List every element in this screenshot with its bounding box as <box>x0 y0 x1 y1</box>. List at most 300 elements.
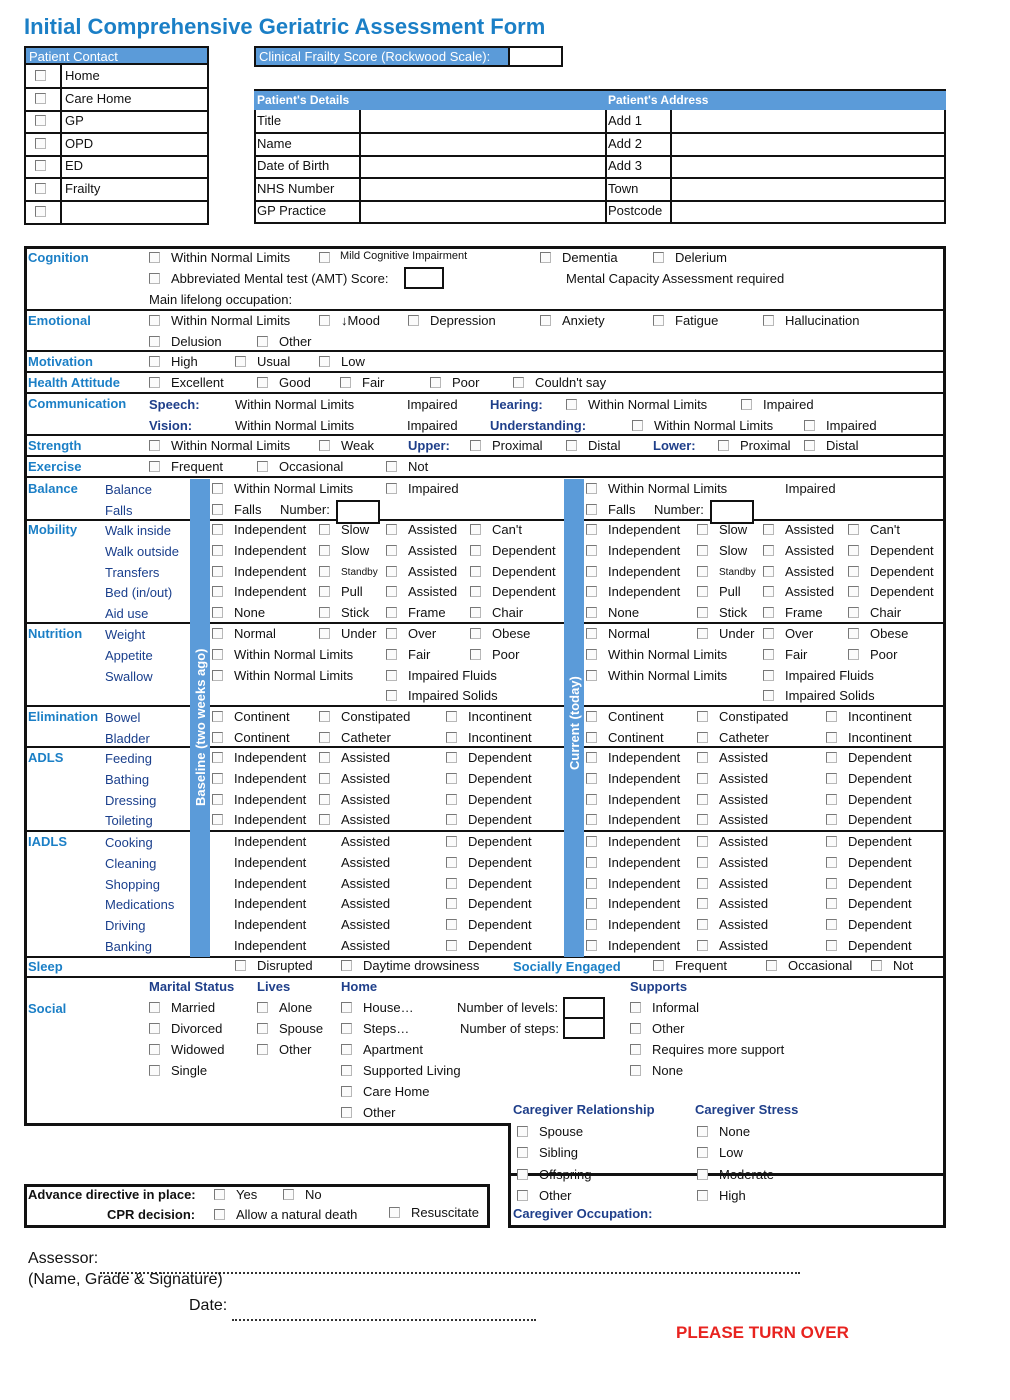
motivation-option-checkbox[interactable] <box>149 356 160 367</box>
patient-address-header: Patient's Address <box>605 89 946 110</box>
address-field-input[interactable] <box>673 178 943 199</box>
current-mobility-option-label: Dependent <box>870 563 934 579</box>
strength-weak-checkbox[interactable] <box>319 440 330 451</box>
motivation-option-label: High <box>171 354 198 369</box>
baseline-adls-option-label: Assisted <box>341 812 391 828</box>
caregiver-relationship-option-checkbox[interactable] <box>517 1147 528 1158</box>
current-mobility-option-checkbox[interactable] <box>763 545 774 556</box>
emotional-option-checkbox[interactable] <box>149 315 160 326</box>
number-of-levels-label: Number of levels: <box>457 1000 559 1015</box>
baseline-mobility-option-checkbox[interactable] <box>319 545 330 556</box>
caregiver-stress-option-checkbox[interactable] <box>697 1169 708 1180</box>
home-option-label: Apartment <box>363 1042 423 1057</box>
current-elimination-option-checkbox[interactable] <box>826 711 837 722</box>
baseline-mobility-option-checkbox[interactable] <box>386 524 397 535</box>
baseline-adls-option-checkbox[interactable] <box>319 814 330 825</box>
caregiver-relationship-option-checkbox[interactable] <box>517 1190 528 1201</box>
emotional-option-label: Hallucination <box>785 313 860 328</box>
baseline-nutrition-option-checkbox[interactable] <box>386 670 397 681</box>
current-iadls-option-checkbox[interactable] <box>826 919 837 930</box>
baseline-nutrition-option-checkbox[interactable] <box>470 649 481 660</box>
baseline-adls-option-checkbox[interactable] <box>319 752 330 763</box>
current-elimination-option-label: Continent <box>608 709 664 724</box>
cognition-wnl-checkbox[interactable] <box>149 252 160 263</box>
current-balance-impaired-label: Impaired <box>785 481 836 496</box>
marital-status-option-checkbox[interactable] <box>149 1044 160 1055</box>
current-iadls-option-checkbox[interactable] <box>697 878 708 889</box>
mobility-row-label: Bed (in/out) <box>105 585 173 601</box>
exercise-option-checkbox[interactable] <box>257 461 268 472</box>
current-iadls-option-checkbox[interactable] <box>586 836 597 847</box>
current-iadls-option-label: Assisted <box>719 854 769 870</box>
motivation-option-checkbox[interactable] <box>319 356 330 367</box>
balance-label: Balance <box>28 481 78 496</box>
contact-checkbox[interactable] <box>35 70 46 81</box>
health-attitude-option-checkbox[interactable] <box>257 377 268 388</box>
current-iadls-option-checkbox[interactable] <box>586 919 597 930</box>
address-field-input[interactable] <box>673 110 943 131</box>
current-adls-option-label: Assisted <box>719 812 769 828</box>
lives-option-checkbox[interactable] <box>257 1002 268 1013</box>
baseline-mobility-option-checkbox[interactable] <box>319 586 330 597</box>
baseline-adls-option-checkbox[interactable] <box>319 773 330 784</box>
baseline-mobility-option-checkbox[interactable] <box>212 524 223 535</box>
date-line[interactable] <box>232 1319 536 1321</box>
emotional-option-checkbox[interactable] <box>257 336 268 347</box>
section-divider <box>24 622 190 624</box>
current-iadls-option-checkbox[interactable] <box>697 919 708 930</box>
baseline-elimination-option-checkbox[interactable] <box>319 732 330 743</box>
lives-header: Lives <box>257 979 291 994</box>
current-iadls-option-checkbox[interactable] <box>586 940 597 951</box>
current-mobility-option-checkbox[interactable] <box>848 586 859 597</box>
elimination-row-label: Bladder <box>105 730 150 746</box>
current-mobility-option-checkbox[interactable] <box>848 607 859 618</box>
current-iadls-option-label: Dependent <box>848 896 912 912</box>
current-nutrition-option-label: Poor <box>870 646 898 662</box>
details-field-input[interactable] <box>362 200 605 221</box>
baseline-adls-option-checkbox[interactable] <box>212 814 223 825</box>
current-mobility-option-checkbox[interactable] <box>586 566 597 577</box>
page-title: Initial Comprehensive Geriatric Assessment Form <box>24 14 546 39</box>
caregiver-stress-option-checkbox[interactable] <box>697 1126 708 1137</box>
baseline-mobility-option-checkbox[interactable] <box>386 566 397 577</box>
baseline-mobility-option-label: Independent <box>234 563 307 579</box>
current-mobility-option-checkbox[interactable] <box>586 586 597 597</box>
current-adls-option-checkbox[interactable] <box>697 814 708 825</box>
exercise-option-checkbox[interactable] <box>149 461 160 472</box>
current-mobility-option-label: Independent <box>608 584 681 600</box>
current-iadls-option-checkbox[interactable] <box>586 878 597 889</box>
baseline-adls-option-checkbox[interactable] <box>446 814 457 825</box>
contact-row <box>24 65 209 89</box>
health-attitude-option-checkbox[interactable] <box>513 377 524 388</box>
baseline-mobility-option-checkbox[interactable] <box>386 607 397 618</box>
baseline-adls-option-checkbox[interactable] <box>446 773 457 784</box>
current-nutrition-option-checkbox[interactable] <box>848 628 859 639</box>
contact-checkbox[interactable] <box>35 93 46 104</box>
baseline-mobility-option-checkbox[interactable] <box>470 566 481 577</box>
baseline-mobility-option-label: Assisted <box>408 584 458 600</box>
current-nutrition-option-label: Impaired Fluids <box>785 667 874 683</box>
adls-row-label: Dressing <box>105 792 157 808</box>
current-mobility-option-checkbox[interactable] <box>697 545 708 556</box>
current-mobility-option-label: Independent <box>608 522 681 537</box>
emotional-label: Emotional <box>28 313 91 328</box>
hearing-impaired-label: Impaired <box>763 397 814 412</box>
current-iadls-option-checkbox[interactable] <box>697 940 708 951</box>
current-balance-wnl-checkbox[interactable] <box>586 483 597 494</box>
amt-label: Abbreviated Mental test (AMT) Score: <box>171 271 389 286</box>
current-mobility-option-checkbox[interactable] <box>848 545 859 556</box>
baseline-nutrition-option-checkbox[interactable] <box>386 649 397 660</box>
baseline-mobility-option-checkbox[interactable] <box>470 586 481 597</box>
current-adls-option-label: Independent <box>608 812 681 828</box>
cpr-resuscitate-checkbox[interactable] <box>389 1207 400 1218</box>
current-mobility-option-checkbox[interactable] <box>697 586 708 597</box>
current-iadls-option-checkbox[interactable] <box>826 878 837 889</box>
hearing-wnl-label: Within Normal Limits <box>588 397 708 412</box>
health-attitude-label: Health Attitude <box>28 375 120 390</box>
baseline-falls-checkbox[interactable] <box>212 504 223 515</box>
lives-option-checkbox[interactable] <box>257 1023 268 1034</box>
baseline-mobility-option-checkbox[interactable] <box>212 586 223 597</box>
caregiver-stress-option-checkbox[interactable] <box>697 1147 708 1158</box>
baseline-iadls-option-checkbox[interactable] <box>446 919 457 930</box>
baseline-nutrition-option-checkbox[interactable] <box>212 670 223 681</box>
current-adls-option-checkbox[interactable] <box>586 773 597 784</box>
current-adls-option-checkbox[interactable] <box>826 773 837 784</box>
baseline-iadls-option-checkbox[interactable] <box>446 898 457 909</box>
current-nutrition-option-checkbox[interactable] <box>763 628 774 639</box>
baseline-iadls-option-checkbox[interactable] <box>446 878 457 889</box>
current-iadls-option-checkbox[interactable] <box>826 836 837 847</box>
current-elimination-option-label: Constipated <box>719 709 789 724</box>
baseline-standby-label: Standby <box>341 566 378 578</box>
current-iadls-option-checkbox[interactable] <box>586 857 597 868</box>
baseline-elimination-option-checkbox[interactable] <box>446 732 457 743</box>
health-attitude-option-checkbox[interactable] <box>340 377 351 388</box>
baseline-nutrition-option-checkbox[interactable] <box>386 690 397 701</box>
current-adls-option-checkbox[interactable] <box>826 752 837 763</box>
baseline-nutrition-option-checkbox[interactable] <box>470 628 481 639</box>
marital-status-option-checkbox[interactable] <box>149 1023 160 1034</box>
iadls-row-label: Driving <box>105 918 146 934</box>
baseline-mobility-option-label: Assisted <box>408 542 458 558</box>
socially-engaged-option-checkbox[interactable] <box>653 960 664 971</box>
emotional-option-label: ↓Mood <box>341 313 381 328</box>
strength-label: Strength <box>28 438 82 453</box>
lower-distal-checkbox[interactable] <box>804 440 815 451</box>
baseline-mobility-option-checkbox[interactable] <box>470 545 481 556</box>
current-mobility-option-checkbox[interactable] <box>586 607 597 618</box>
details-field-input[interactable] <box>362 178 605 199</box>
details-field-input[interactable] <box>362 110 605 131</box>
sleep-daytime-drowsiness-checkbox[interactable] <box>341 960 352 971</box>
details-field-label: NHS Number <box>257 180 335 196</box>
current-mobility-option-checkbox[interactable] <box>763 607 774 618</box>
baseline-mobility-option-checkbox[interactable] <box>212 607 223 618</box>
cognition-delerium-checkbox[interactable] <box>653 252 664 263</box>
baseline-adls-option-checkbox[interactable] <box>212 794 223 805</box>
baseline-nutrition-option-checkbox[interactable] <box>212 649 223 660</box>
sleep-disrupted-checkbox[interactable] <box>235 960 246 971</box>
baseline-nutrition-option-checkbox[interactable] <box>386 628 397 639</box>
current-iadls-option-checkbox[interactable] <box>697 836 708 847</box>
current-mobility-option-checkbox[interactable] <box>697 524 708 535</box>
current-mobility-option-label: Dependent <box>870 584 934 600</box>
current-mobility-option-checkbox[interactable] <box>763 566 774 577</box>
current-adls-option-checkbox[interactable] <box>697 794 708 805</box>
caregiver-relationship-option-label: Other <box>539 1187 572 1203</box>
baseline-nutrition-option-label: Within Normal Limits <box>234 667 354 683</box>
current-nutrition-option-checkbox[interactable] <box>763 670 774 681</box>
contact-checkbox[interactable] <box>35 138 46 149</box>
address-field-input[interactable] <box>673 133 943 154</box>
address-field-label: Postcode <box>608 203 663 219</box>
understanding-impaired-checkbox[interactable] <box>804 420 815 431</box>
current-adls-option-checkbox[interactable] <box>586 794 597 805</box>
supports-option-checkbox[interactable] <box>630 1044 641 1055</box>
current-elimination-option-checkbox[interactable] <box>697 732 708 743</box>
baseline-balance-wnl-checkbox[interactable] <box>212 483 223 494</box>
baseline-iadls-option-checkbox[interactable] <box>446 836 457 847</box>
emotional-option-label: Fatigue <box>675 313 719 328</box>
upper-distal-checkbox[interactable] <box>566 440 577 451</box>
current-iadls-option-label: Independent <box>608 854 681 870</box>
emotional-option-checkbox[interactable] <box>408 315 419 326</box>
current-iadls-option-checkbox[interactable] <box>826 898 837 909</box>
baseline-adls-option-checkbox[interactable] <box>319 794 330 805</box>
baseline-iadls-option-label: Assisted <box>341 896 391 912</box>
cognition-delerium-label: Delerium <box>675 250 728 265</box>
baseline-adls-option-checkbox[interactable] <box>212 773 223 784</box>
understanding-wnl-checkbox[interactable] <box>632 420 643 431</box>
current-iadls-option-checkbox[interactable] <box>697 898 708 909</box>
details-field-input[interactable] <box>362 155 605 176</box>
baseline-nutrition-option-checkbox[interactable] <box>319 628 330 639</box>
current-iadls-option-checkbox[interactable] <box>586 898 597 909</box>
emotional-option-checkbox[interactable] <box>763 315 774 326</box>
details-field-label: Title <box>257 113 282 128</box>
baseline-standby-checkbox[interactable] <box>319 566 330 577</box>
upper-proximal-checkbox[interactable] <box>470 440 481 451</box>
current-nutrition-option-checkbox[interactable] <box>586 670 597 681</box>
details-field-label: Date of Birth <box>257 158 330 174</box>
current-adls-option-checkbox[interactable] <box>586 752 597 763</box>
marital-status-option-checkbox[interactable] <box>149 1065 160 1076</box>
caregiver-stress-option-label: None <box>719 1124 751 1139</box>
current-mobility-option-label: Independent <box>608 563 681 579</box>
hearing-impaired-checkbox[interactable] <box>741 399 752 410</box>
current-adls-option-checkbox[interactable] <box>826 794 837 805</box>
number-of-levels-input[interactable] <box>563 997 605 1019</box>
baseline-elimination-option-checkbox[interactable] <box>212 711 223 722</box>
current-mobility-option-checkbox[interactable] <box>763 524 774 535</box>
baseline-elimination-option-checkbox[interactable] <box>319 711 330 722</box>
understanding-label: Understanding: <box>490 418 587 433</box>
current-adls-option-label: Assisted <box>719 750 769 765</box>
current-elimination-option-checkbox[interactable] <box>586 732 597 743</box>
home-option-checkbox[interactable] <box>341 1065 352 1076</box>
current-elimination-option-checkbox[interactable] <box>826 732 837 743</box>
current-mobility-option-label: Slow <box>719 542 748 558</box>
current-nutrition-option-checkbox[interactable] <box>697 628 708 639</box>
socially-engaged-option-checkbox[interactable] <box>766 960 777 971</box>
current-falls-label: Falls <box>608 501 636 517</box>
baseline-mobility-option-checkbox[interactable] <box>386 586 397 597</box>
supports-option-checkbox[interactable] <box>630 1002 641 1013</box>
current-adls-option-checkbox[interactable] <box>697 773 708 784</box>
assessor-subtitle: (Name, Grade & Signature) <box>28 1271 223 1288</box>
current-elimination-option-checkbox[interactable] <box>697 711 708 722</box>
mental-capacity-label: Mental Capacity Assessment required <box>566 271 785 286</box>
baseline-nutrition-option-checkbox[interactable] <box>212 628 223 639</box>
emotional-option-checkbox[interactable] <box>540 315 551 326</box>
number-of-steps-input[interactable] <box>563 1017 605 1039</box>
home-option-checkbox[interactable] <box>341 1107 352 1118</box>
baseline-elimination-option-checkbox[interactable] <box>212 732 223 743</box>
home-option-checkbox[interactable] <box>341 1023 352 1034</box>
baseline-iadls-option-checkbox[interactable] <box>446 857 457 868</box>
baseline-mobility-option-label: Independent <box>234 522 307 537</box>
details-field-input[interactable] <box>362 133 605 154</box>
strength-wnl-checkbox[interactable] <box>149 440 160 451</box>
advance-directive-yes-checkbox[interactable] <box>214 1189 225 1200</box>
section-divider <box>24 371 946 373</box>
occupation-label: Main lifelong occupation: <box>149 292 293 307</box>
current-mobility-option-checkbox[interactable] <box>763 586 774 597</box>
current-iadls-option-checkbox[interactable] <box>697 857 708 868</box>
current-elimination-option-checkbox[interactable] <box>586 711 597 722</box>
baseline-adls-option-checkbox[interactable] <box>446 752 457 763</box>
home-option-checkbox[interactable] <box>341 1002 352 1013</box>
motivation-option-checkbox[interactable] <box>235 356 246 367</box>
current-adls-option-checkbox[interactable] <box>586 814 597 825</box>
current-falls-checkbox[interactable] <box>586 504 597 515</box>
health-attitude-option-checkbox[interactable] <box>430 377 441 388</box>
contact-row <box>24 133 209 157</box>
advance-directive-no-checkbox[interactable] <box>283 1189 294 1200</box>
contact-row <box>24 110 209 134</box>
caregiver-relationship-option-checkbox[interactable] <box>517 1169 528 1180</box>
current-nutrition-option-checkbox[interactable] <box>763 690 774 701</box>
current-mobility-option-checkbox[interactable] <box>697 607 708 618</box>
caregiver-relationship-option-checkbox[interactable] <box>517 1126 528 1137</box>
health-attitude-option-checkbox[interactable] <box>149 377 160 388</box>
current-nutrition-option-checkbox[interactable] <box>586 628 597 639</box>
current-adls-option-checkbox[interactable] <box>697 752 708 763</box>
home-option-checkbox[interactable] <box>341 1044 352 1055</box>
baseline-mobility-option-label: Slow <box>341 542 370 558</box>
socially-engaged-option-checkbox[interactable] <box>871 960 882 971</box>
emotional-option-checkbox[interactable] <box>653 315 664 326</box>
baseline-iadls-option-label: Independent <box>234 854 307 870</box>
current-nutrition-option-checkbox[interactable] <box>763 649 774 660</box>
home-option-label: Supported Living <box>363 1063 461 1078</box>
contact-checkbox[interactable] <box>35 115 46 126</box>
supports-option-checkbox[interactable] <box>630 1023 641 1034</box>
cpr-allow-natural-death-checkbox[interactable] <box>214 1209 225 1220</box>
baseline-mobility-option-checkbox[interactable] <box>470 607 481 618</box>
current-iadls-option-label: Assisted <box>719 834 769 849</box>
address-field-input[interactable] <box>673 155 943 176</box>
hearing-wnl-checkbox[interactable] <box>566 399 577 410</box>
baseline-balance-impaired-checkbox[interactable] <box>386 483 397 494</box>
current-adls-option-checkbox[interactable] <box>826 814 837 825</box>
current-iadls-option-label: Dependent <box>848 854 912 870</box>
current-mobility-option-checkbox[interactable] <box>586 524 597 535</box>
patient-details-header: Patient's Details <box>254 89 607 110</box>
baseline-adls-option-label: Assisted <box>341 770 391 786</box>
current-nutrition-option-checkbox[interactable] <box>848 649 859 660</box>
current-nutrition-option-checkbox[interactable] <box>586 649 597 660</box>
emotional-option-checkbox[interactable] <box>149 336 160 347</box>
supports-option-checkbox[interactable] <box>630 1065 641 1076</box>
current-mobility-option-checkbox[interactable] <box>848 566 859 577</box>
baseline-mobility-option-checkbox[interactable] <box>386 545 397 556</box>
baseline-iadls-option-label: Assisted <box>341 917 391 933</box>
current-standby-checkbox[interactable] <box>697 566 708 577</box>
section-divider <box>210 705 564 707</box>
home-option-checkbox[interactable] <box>341 1086 352 1097</box>
baseline-adls-option-checkbox[interactable] <box>212 752 223 763</box>
lower-proximal-checkbox[interactable] <box>718 440 729 451</box>
baseline-adls-option-checkbox[interactable] <box>446 794 457 805</box>
address-field-label: Add 2 <box>608 135 642 151</box>
exercise-option-label: Frequent <box>171 459 224 474</box>
marital-status-option-checkbox[interactable] <box>149 1002 160 1013</box>
cognition-mci-checkbox[interactable] <box>319 252 330 263</box>
cognition-dementia-checkbox[interactable] <box>540 252 551 263</box>
baseline-mobility-option-checkbox[interactable] <box>319 524 330 535</box>
baseline-mobility-option-checkbox[interactable] <box>470 524 481 535</box>
current-mobility-option-checkbox[interactable] <box>848 524 859 535</box>
current-adls-option-label: Assisted <box>719 770 769 786</box>
frailty-score-input[interactable] <box>508 46 563 67</box>
baseline-mobility-option-checkbox[interactable] <box>212 545 223 556</box>
exercise-option-checkbox[interactable] <box>386 461 397 472</box>
advance-directive-no-label: No <box>305 1187 322 1202</box>
current-mobility-option-checkbox[interactable] <box>586 545 597 556</box>
amt-checkbox[interactable] <box>149 273 160 284</box>
baseline-mobility-option-label: Slow <box>341 522 370 537</box>
section-divider <box>24 705 190 707</box>
emotional-option-checkbox[interactable] <box>319 315 330 326</box>
contact-checkbox[interactable] <box>35 183 46 194</box>
address-field-input[interactable] <box>673 200 943 221</box>
section-divider <box>210 622 564 624</box>
baseline-elimination-option-checkbox[interactable] <box>446 711 457 722</box>
amt-score-input[interactable] <box>404 267 444 289</box>
baseline-mobility-option-checkbox[interactable] <box>319 607 330 618</box>
baseline-mobility-option-checkbox[interactable] <box>212 566 223 577</box>
current-falls-number-input[interactable] <box>710 500 754 524</box>
lives-option-checkbox[interactable] <box>257 1044 268 1055</box>
caregiver-stress-option-checkbox[interactable] <box>697 1190 708 1201</box>
contact-option-label: Care Home <box>65 90 132 106</box>
contact-checkbox[interactable] <box>35 206 46 217</box>
baseline-adls-option-label: Dependent <box>468 750 532 765</box>
emotional-option-label: Delusion <box>171 334 222 349</box>
current-iadls-option-checkbox[interactable] <box>826 857 837 868</box>
baseline-falls-number-input[interactable] <box>336 500 380 524</box>
nutrition-label: Nutrition <box>28 626 83 641</box>
contact-checkbox[interactable] <box>35 160 46 171</box>
baseline-elimination-option-label: Incontinent <box>468 729 532 745</box>
current-iadls-option-checkbox[interactable] <box>826 940 837 951</box>
baseline-iadls-option-checkbox[interactable] <box>446 940 457 951</box>
